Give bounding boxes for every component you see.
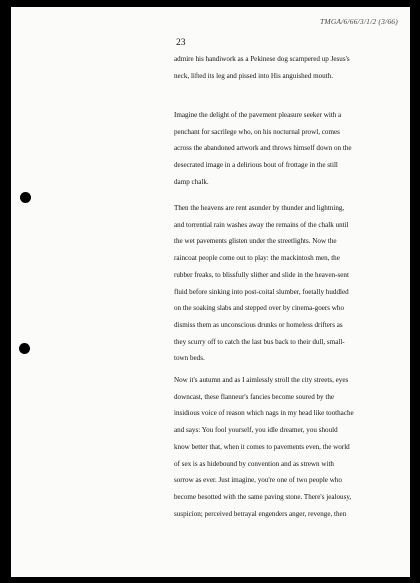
paragraph-2	[174, 107, 406, 191]
text-line: town beds.	[174, 354, 205, 363]
text-line: and says: You fool yourself, you idle dreamer, you should	[174, 426, 338, 435]
document-page	[11, 7, 410, 577]
paragraph-3	[174, 200, 406, 367]
text-line: neck, lifted its leg and pissed into His anguished mouth.	[174, 71, 333, 80]
text-line: damp chalk.	[174, 177, 209, 186]
text-line: and torrential rain washes away the remains of the chalk until	[174, 220, 349, 229]
text-line: the wet pavements glisten under the streetlights. Now the	[174, 237, 337, 246]
paragraph-4	[174, 372, 406, 522]
paragraph-1	[174, 51, 406, 84]
text-line: downcast, these flanneur's fancies become soured by the	[174, 392, 335, 401]
text-line: of sex is as hidebound by convention and as strewn with	[174, 459, 334, 468]
punch-hole	[19, 343, 30, 354]
text-line: Then the heavens are rent asunder by thunder and lightning,	[174, 204, 345, 212]
text-line: Imagine the delight of the pavement pleasure seeker with a	[174, 111, 342, 119]
text-line: Now it's autumn and as I aimlessly stroll the city streets, eyes	[174, 376, 349, 384]
archive-reference: TMGA/6/66/3/1/2 (3/66)	[320, 17, 398, 26]
page-number: 23	[176, 38, 186, 48]
text-line: penchant for sacrilege who, on his nocturnal prowl, comes	[174, 127, 340, 136]
text-line: across the abandoned artwork and throws himself down on the	[174, 144, 352, 153]
text-line: dismiss them as unconscious drunks or homeless drifters as	[174, 320, 343, 329]
text-line: they scurry off to catch the last bus back to their dull, small-	[174, 337, 345, 346]
punch-hole	[20, 192, 31, 203]
text-line: insidious voice of reason which nags in my head like toothache	[174, 409, 354, 418]
text-line: on the soaking slabs and stepped over by cinema-goers who	[174, 304, 345, 313]
text-line: rubber freaks, to blissfully slither and slide in the heaven-sent	[174, 270, 349, 279]
text-line: know better that, when it comes to pavements even, the world	[174, 442, 350, 451]
text-line: suspicion; perceived betrayal engenders anger, revenge, then	[174, 509, 347, 518]
text-line: admire his handiwork as a Pekinese dog scampered up Jesus's	[174, 55, 350, 63]
text-line: sorrow as ever. Just imagine, you're one of two people who	[174, 476, 342, 485]
text-line: become besotted with the same paving stone. There's jealousy,	[174, 492, 352, 501]
text-line: raincoat people come out to play: the mackintosh men, the	[174, 254, 340, 263]
text-line: desecrated image in a delirious bout of frottage in the still	[174, 161, 338, 170]
text-line: fluid before sinking into post-coital slumber, foetally huddled	[174, 287, 349, 296]
